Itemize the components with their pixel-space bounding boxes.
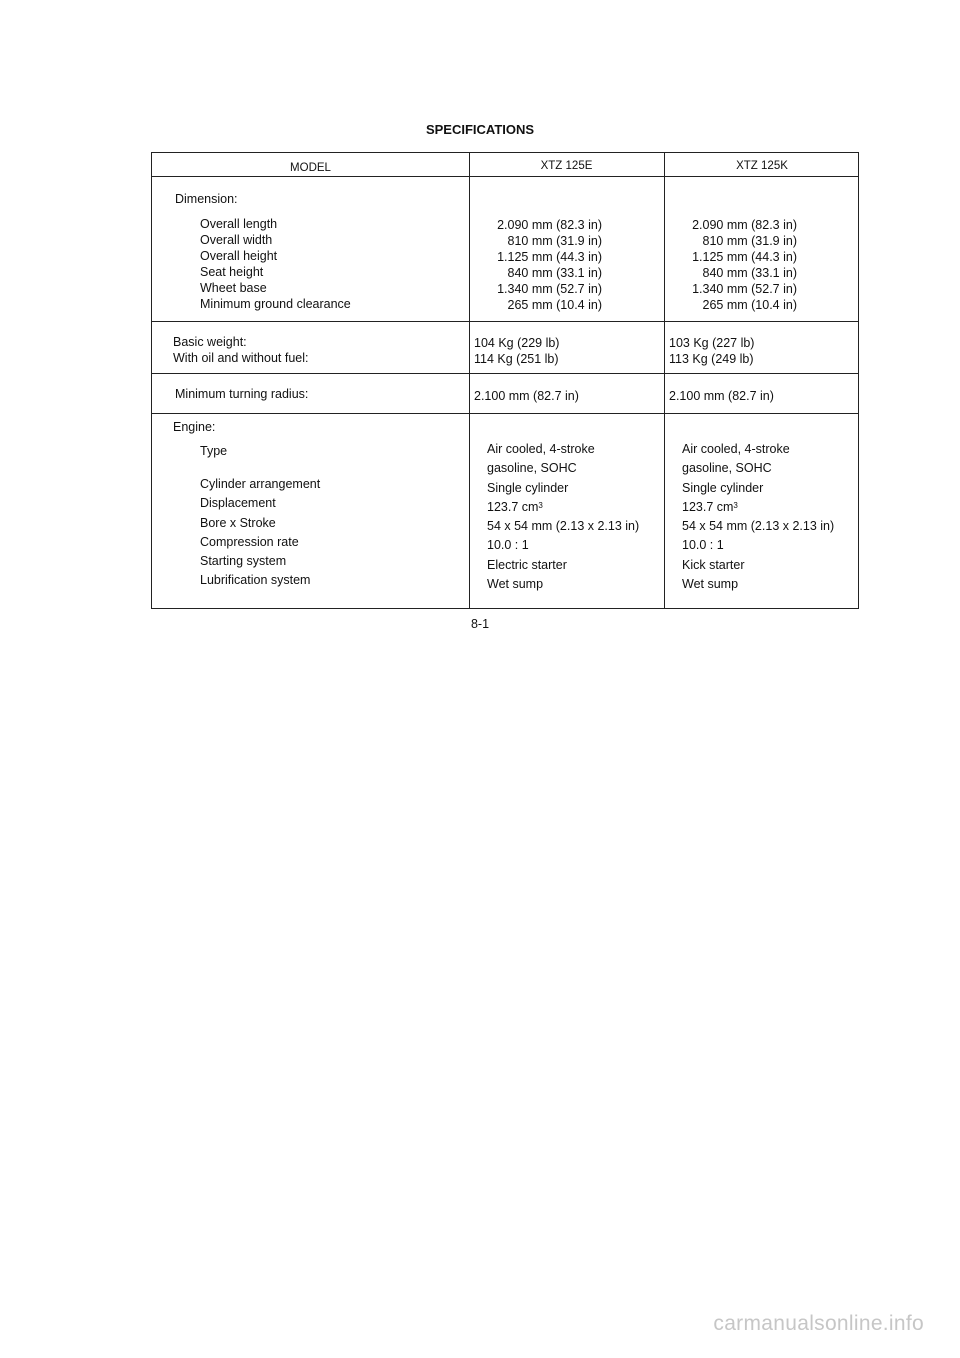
turning-radius-125e: 2.100 mm (82.7 in)	[474, 389, 579, 403]
dimension-labels	[200, 216, 351, 312]
column-divider	[664, 153, 665, 608]
value-engine-type: Air cooled, 4-stroke	[682, 442, 790, 456]
label-displacement: Displacement	[200, 496, 276, 511]
value-bore-stroke: 54 x 54 mm (2.13 x 2.13 in)	[682, 519, 835, 534]
row-divider	[152, 321, 858, 322]
label-overall-width: Overall width	[200, 233, 273, 247]
watermark: carmanualsonline.info	[713, 1312, 924, 1335]
label-overall-height: Overall height	[200, 249, 278, 263]
engine-values-125k	[682, 440, 834, 594]
value-cylinder-arrangement: Single cylinder	[487, 480, 569, 495]
value-engine-fuel: gasoline, SOHC	[682, 461, 772, 476]
label-seat-height: Seat height	[200, 265, 264, 279]
engine-labels	[200, 475, 320, 591]
spec-table	[151, 152, 859, 609]
value-starting-system: Kick starter	[682, 557, 745, 572]
value-displacement: 123.7 $cm^3$	[487, 499, 543, 514]
turning-radius-125k: 2.100 mm (82.7 in)	[669, 389, 774, 403]
value-with-oil: 113 Kg (249 lb)	[669, 352, 754, 366]
value-wheel-base: 1.340 mm (52.7 in)	[692, 282, 797, 296]
value-lubrification-system: Wet sump	[682, 577, 739, 592]
dimension-values-125e	[472, 217, 602, 313]
unit-superscript: 3	[538, 500, 543, 510]
label-starting-system: Starting system	[200, 554, 287, 569]
value-displacement: 123.7 $cm^3$	[682, 499, 738, 514]
value-cylinder-arrangement: Single cylinder	[682, 480, 764, 495]
value-with-oil: 114 Kg (251 lb)	[474, 352, 559, 366]
value-overall-height: 1.125 mm (44.3 in)	[497, 250, 602, 264]
row-divider	[152, 176, 858, 177]
value-bore-stroke: 54 x 54 mm (2.13 x 2.13 in)	[487, 519, 640, 534]
value-seat-height: 840 mm (33.1 in)	[507, 266, 602, 280]
page-title: SPECIFICATIONS	[425, 122, 535, 137]
value-lubrification-system: Wet sump	[487, 577, 544, 592]
value-compression-rate: 10.0 : 1	[487, 538, 529, 553]
column-divider	[469, 153, 470, 608]
value-ground-clearance: 265 mm (10.4 in)	[702, 298, 797, 312]
value-basic-weight: 104 Kg (229 lb)	[474, 336, 560, 350]
value-overall-length: 2.090 mm (82.3 in)	[692, 218, 797, 232]
label-bore-stroke: Bore x Stroke	[200, 515, 276, 530]
value-starting-system: Electric starter	[487, 557, 567, 572]
label-with-oil: With oil and without fuel:	[173, 351, 309, 365]
row-divider	[152, 413, 858, 414]
weight-labels	[173, 334, 309, 366]
header-xtz125e: XTZ 125E	[540, 160, 593, 172]
value-overall-height: 1.125 mm (44.3 in)	[692, 250, 797, 264]
value-wheel-base: 1.340 mm (52.7 in)	[497, 282, 602, 296]
value-seat-height: 840 mm (33.1 in)	[702, 266, 797, 280]
dimension-values-125k	[667, 217, 797, 313]
value-overall-width: 810 mm (31.9 in)	[507, 234, 602, 248]
header-model: MODEL	[290, 162, 331, 174]
value-overall-length: 2.090 mm (82.3 in)	[497, 218, 602, 232]
label-ground-clearance: Minimum ground clearance	[200, 297, 351, 311]
value-basic-weight: 103 Kg (227 lb)	[669, 336, 755, 350]
weight-values-125e	[474, 335, 559, 367]
engine-heading: Engine:	[173, 420, 216, 434]
unit-superscript: 3	[733, 500, 738, 510]
label-cylinder-arrangement: Cylinder arrangement	[200, 477, 321, 491]
label-basic-weight: Basic weight:	[173, 335, 247, 349]
row-divider	[152, 373, 858, 374]
label-overall-length: Overall length	[200, 217, 278, 231]
turning-radius-label: Minimum turning radius:	[175, 387, 309, 401]
weight-values-125k	[669, 335, 754, 367]
label-engine-type: Type	[200, 444, 228, 458]
value-compression-rate: 10.0 : 1	[682, 538, 724, 553]
value-overall-width: 810 mm (31.9 in)	[702, 234, 797, 248]
value-engine-fuel: gasoline, SOHC	[487, 461, 577, 476]
label-wheel-base: Wheet base	[200, 281, 267, 295]
header-xtz125k: XTZ 125K	[736, 160, 788, 172]
value-ground-clearance: 265 mm (10.4 in)	[507, 298, 602, 312]
dimension-heading: Dimension:	[175, 192, 238, 206]
engine-values-125e	[487, 440, 639, 594]
page-number: 8-1	[470, 617, 490, 631]
label-lubrification-system: Lubrification system	[200, 573, 311, 588]
value-engine-type: Air cooled, 4-stroke	[487, 442, 595, 456]
label-compression-rate: Compression rate	[200, 534, 299, 549]
